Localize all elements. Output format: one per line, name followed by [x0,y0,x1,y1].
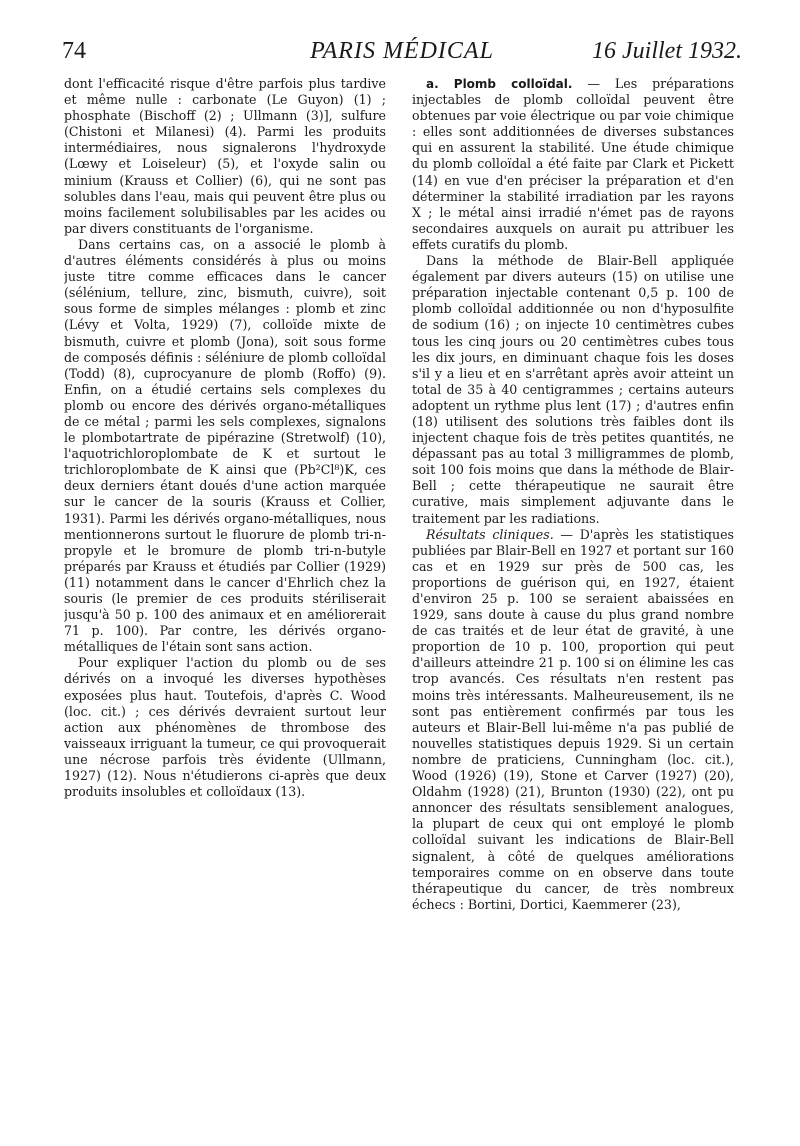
section-heading: a. Plomb colloïdal. [426,77,573,91]
paragraph: Pour expliquer l'action du plomb ou de ses dérivés on a invoqué les diverses hypothèses exposées plus haut. Toutefois, d'après C. Wood (loc. cit.) ; ces dérivés devraient surtout leur action aux phénomènes de thrombose des vaisseaux irriguant la tumeur, ce qui provoquerait une nécrose parfois très évidente (Ullmann, 1927) (12). Nous n'étudierons ci-après que deux produits insolubles et colloïdaux (13). [64,655,386,800]
paragraph: dont l'efficacité risque d'être parfois plus tardive et même nulle : carbonate (Le Guyon) (1) ; phosphate (Bischoff (2) ; Ullmann (3)], sulfure (Chistoni et Milanesi) (4). Parmi les produits intermédiaires, nous signalerons l'hydroxyde (Lœwy et Loiseleur) (5), et l'oxyde salin ou minium (Krauss et Collier) (6), qui ne sont pas solubles dans l'eau, mais qui peuvent être plus ou moins facilement solubilisables par les acides ou par divers constituants de l'organisme. [64,76,386,236]
journal-title: PARIS MÉDICAL [310,38,494,64]
paragraph: Dans la méthode de Blair-Bell appliquée également par divers auteurs (15) on utilise une préparation injectable contenant 0,5 p. 100 de plomb colloïdal additionnée ou non d'hyposulfite de sodium (16) ; on injecte 10 centimètres cubes tous les cinq jours ou 20 centimètres cubes tous les dix jours, en diminuant chaque fois les doses s'il y a lieu et en s'arrêtant après avoir atteint un total de 35 à 40 centigrammes ; certains auteurs adoptent un rythme plus lent (17) ; d'autres enfin (18) utilisent des solutions très faibles dont ils injectent chaque fois de très petites quantités, ne dépassant pas au total 3 milligrammes de plomb, soit 100 fois moins que dans la méthode de Blair-Bell ; cette thérapeutique ne saurait être curative, mais simplement adjuvante dans le traitement par les radiations. [412,253,734,526]
paragraph: Résultats cliniques. — D'après les statistiques publiées par Blair-Bell en 1927 et portant sur 160 cas et en 1929 sur près de 500 cas, les proportions de guérison qui, en 1927, étaient d'environ 25 p. 100 se seraient abaissées en 1929, sans doute à cause du plus grand nombre de cas traités et de leur état de gravité, à une proportion de 10 p. 100, proportion qui peut d'ailleurs atteindre 21 p. 100 si on élimine les cas trop avancés. Ces résultats n'en restent pas moins très intéressants. Malheureusement, ils ne sont pas entièrement confirmés par tous les auteurs et Blair-Bell lui-même n'a pas publié de nouvelles statistiques depuis 1929. Si un certain nombre de praticiens, Cunningham (loc. cit.), Wood (1926) (19), Stone et Carver (1927) (20), Oldahm (1928) (21), Brunton (1930) (22), ont pu annoncer des résultats sensiblement analogues, la plupart de ceux qui ont employé le plomb colloïdal suivant les indications de Blair-Bell signalent, à côté de quelques améliorations temporaires comme on en observe dans toute thérapeutique du cancer, de très nombreux échecs : Bortini, Dortici, Kaemmerer (23), [412,526,734,912]
section-heading: Résultats cliniques. [426,526,554,542]
paragraph: a. Plomb colloïdal. — Les préparations injectables de plomb colloïdal peuvent être obtenues par voie électrique ou par voie chimique : elles sont additionnées de diverses substances qui en assurent la stabilité. Une étude chimique du plomb colloïdal a été faite par Clark et Pickett (14) en vue d'en préciser la préparation et d'en déterminer la stabilité irradiation par les rayons X ; le métal ainsi irradié n'émet pas de rayons secondaires auxquels on aurait pu attribuer les effets curatifs du plomb. [412,76,734,252]
issue-date: 16 Juillet 1932. [592,38,742,64]
paragraph: Dans certains cas, on a associé le plomb à d'autres éléments considérés à plus ou moins juste titre comme efficaces dans le cancer (sélénium, tellure, zinc, bismuth, cuivre), soit sous forme de simples mélanges : plomb et zinc (Lévy et Volta, 1929) (7), colloïde mixte de bismuth, cuivre et plomb (Jona), soit sous forme de composés définis : séléniure de plomb colloïdal (Todd) (8), cuprocyanure de plomb (Roffo) (9). Enfin, on a étudié certains sels complexes du plomb ou encore des dérivés organo-métalliques de ce métal ; parmi les sels complexes, signalons le plombotartrate de pipérazine (Stretwolf) (10), l'aquotrichloroplombate de K et surtout le trichloroplombate de K ainsi que (Pb²Cl⁸)K, ces deux derniers étant doués d'une action marquée sur le cancer de la souris (Krauss et Collier, 1931). Parmi les dérivés organo-métalliques, nous mentionnerons surtout le fluorure de plomb tri-n-propyle et le bromure de plomb tri-n-butyle préparés par Krauss et étudiés par Collier (1929) (11) notamment dans le cancer d'Ehrlich chez la souris (le premier de ces produits stériliserait jusqu'à 50 p. 100 des animaux et en améliorerait 71 p. 100). Par contre, les dérivés organo-métalliques de l'étain sont sans action. [64,236,386,655]
page-number: 74 [62,38,86,64]
left-column [64,76,386,1096]
right-column [412,76,734,1106]
page-header [62,38,742,72]
